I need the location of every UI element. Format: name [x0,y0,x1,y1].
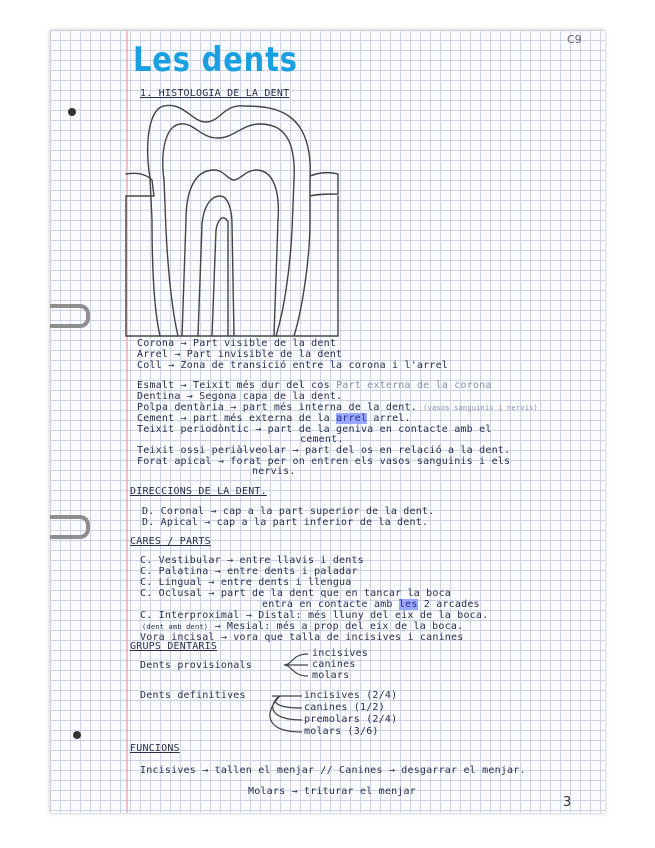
note-line: D. Coronal → cap a la part superior de la dent. [142,506,435,517]
note-esmalt-aside: Part externa de la corona [336,380,492,391]
note-oclusal-a: entra en contacte amb [262,599,393,610]
note-line: Teixit ossi periàlveolar → part del os en relació a la dent. [137,445,511,456]
note-line [142,621,463,632]
note-line [262,599,480,610]
list-item: molars (3/6) [304,726,379,737]
note-line: Dentina → Segona capa de la dent. [137,391,343,402]
list-item: canines (1/2) [304,702,385,713]
list-item: molars [312,670,350,681]
binder-ring-bottom [50,515,90,539]
note-line: cement. [300,434,344,445]
page-number: 3 [563,795,572,810]
tooth-diagram [124,100,339,340]
note-mesial: → Mesial: més a prop del eix de la boca. [214,621,464,632]
note-line: Molars → triturar el menjar [248,786,416,797]
note-line: C. Vestibular → entre llavis i dents [140,555,364,566]
note-line [137,402,538,413]
brace-icon [282,650,312,680]
note-line: Corona → Part visible de la dent [137,338,337,349]
section-heading-faces: CARES / PARTS [130,536,211,547]
highlighted-word: arrel [336,413,368,424]
list-item: incisives (2/4) [304,690,398,701]
binder-ring-top [50,304,90,328]
note-cement-a: Cement → part més externa de la [137,413,330,424]
list-item: canines [312,659,356,670]
note-esmalt: Esmalt → Teixit més dur del cos [137,380,330,391]
note-line [137,380,492,391]
highlighted-word: les [398,599,418,610]
section-heading-groups: GRUPS DENTARIS [130,641,218,652]
section-heading-functions: FUNCIONS [130,743,180,754]
note-line: Incisives → tallen el menjar // Canines → desgarrar el menjar. [140,765,526,776]
note-line: nervis. [252,466,296,477]
list-item: incisives [312,648,368,659]
punch-hole [73,731,81,739]
brace-icon [268,688,304,734]
punch-hole [68,108,76,116]
list-item: premolars (2/4) [304,714,398,725]
note-polpa-aside: (vasos sanguinis i nervis) [423,404,538,412]
note-polpa: Polpa dentària → part més interna de la dent. [137,402,417,413]
note-line: C. Interproximal → Distal: més lluny del eix de la boca. [140,610,489,621]
note-line: Coll → Zona de transició entre la corona i l'arrel [137,360,449,371]
note-line: Teixit periodòntic → part de la geniva en contacte amb el [137,424,492,435]
provisional-teeth-label: Dents provisionals [140,660,252,671]
note-line: Vora incisal → vora que talla de incisives i canines [140,632,464,643]
note-line: C. Lingual → entre dents i llengua [140,577,352,588]
corner-label: C9 [567,33,582,46]
section-heading-histology: 1. HISTOLOGIA DE LA DENT [140,88,290,99]
note-line: D. Apical → cap a la part inferior de la dent. [142,517,429,528]
section-heading-directions: DIRECCIONS DE LA DENT. [130,486,267,497]
note-line: C. Palatina → entre dents i paladar [140,566,358,577]
page-title: Les dents [133,40,298,80]
note-line: Forat apical → forat per on entren els vasos sanguinis i els [137,456,511,467]
note-oclusal-b: 2 arcades [423,599,480,610]
definitive-teeth-label: Dents definitives [140,690,246,701]
note-line: Arrel → Part invisible de la dent [137,349,343,360]
note-line: C. Oclusal → part de la dent que en tancar la boca [140,588,452,599]
note-line [137,413,411,424]
note-mesial-prefix: (dent amb dent) [142,623,209,631]
note-cement-b: arrel. [373,413,411,424]
